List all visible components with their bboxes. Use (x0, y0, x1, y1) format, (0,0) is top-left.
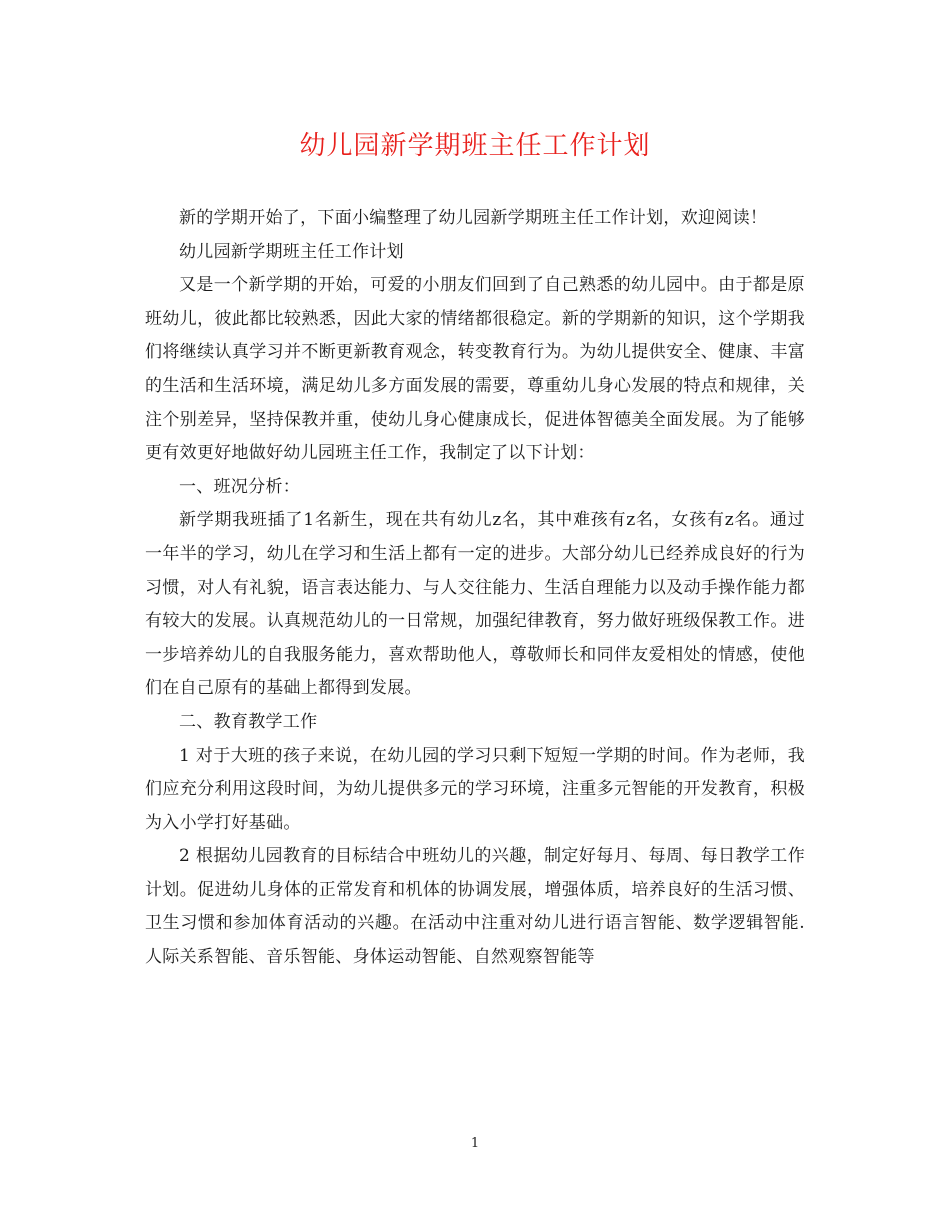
document-body (145, 202, 805, 975)
page-number: 1 (470, 1136, 480, 1151)
document-title: 幼儿园新学期班主任工作计划 (299, 131, 651, 161)
subtitle-paragraph: 幼儿园新学期班主任工作计划 (179, 241, 404, 262)
section-heading-teaching: 二、教育教学工作 (179, 711, 318, 732)
teaching-item-1: 1 对于大班的孩子来说，在幼儿园的学习只剩下短短一学期的时间。作为老师，我们应充分利用这段时间，为幼儿提供多元的学习环境，注重多元智能的开发教育，积极为入小学打好基础。 (145, 745, 805, 833)
teaching-item-2: 2 根据幼儿园教育的目标结合中班幼儿的兴趣，制定好每月、每周、每日教学工作计划。促进幼儿身体的正常发育和机体的协调发展，增强体质，培养良好的生活习惯、卫生习惯和参加体育活动的兴趣。在活动中注重对幼儿进行语言智能、数学逻辑智能.人际关系智能、音乐智能、身体运动智能、自然观察智能等 (145, 846, 805, 968)
class-analysis-paragraph: 新学期我班插了1名新生，现在共有幼儿z名，其中难孩有z名，女孩有z名。通过一年半的学习，幼儿在学习和生活上都有一定的进步。大部分幼儿已经养成良好的行为习惯，对人有礼貌，语言表达能力、与人交往能力、生活自理能力以及动手操作能力都有较大的发展。认真规范幼儿的一日常规，加强纪律教育，努力做好班级保教工作。进一步培养幼儿的自我服务能力，喜欢帮助他人，尊敬师长和同伴友爱相处的情感，使他们在自己原有的基础上都得到发展。 (145, 510, 805, 699)
opening-paragraph: 又是一个新学期的开始，可爱的小朋友们回到了自己熟悉的幼儿园中。由于都是原班幼儿，彼此都比较熟悉，因此大家的情绪都很稳定。新的学期新的知识，这个学期我们将继续认真学习并不断更新教育观念，转变教育行为。为幼儿提供安全、健康、丰富的生活和生活环境，满足幼儿多方面发展的需要，尊重幼儿身心发展的特点和规律，关注个别差异，坚持保教并重，使幼儿身心健康成长，促进体智德美全面发展。为了能够更有效更好地做好幼儿园班主任工作，我制定了以下计划： (145, 275, 805, 464)
section-heading-class-analysis: 一、班况分析： (179, 476, 301, 497)
intro-paragraph: 新的学期开始了，下面小编整理了幼儿园新学期班主任工作计划，欢迎阅读！ (179, 208, 768, 228)
